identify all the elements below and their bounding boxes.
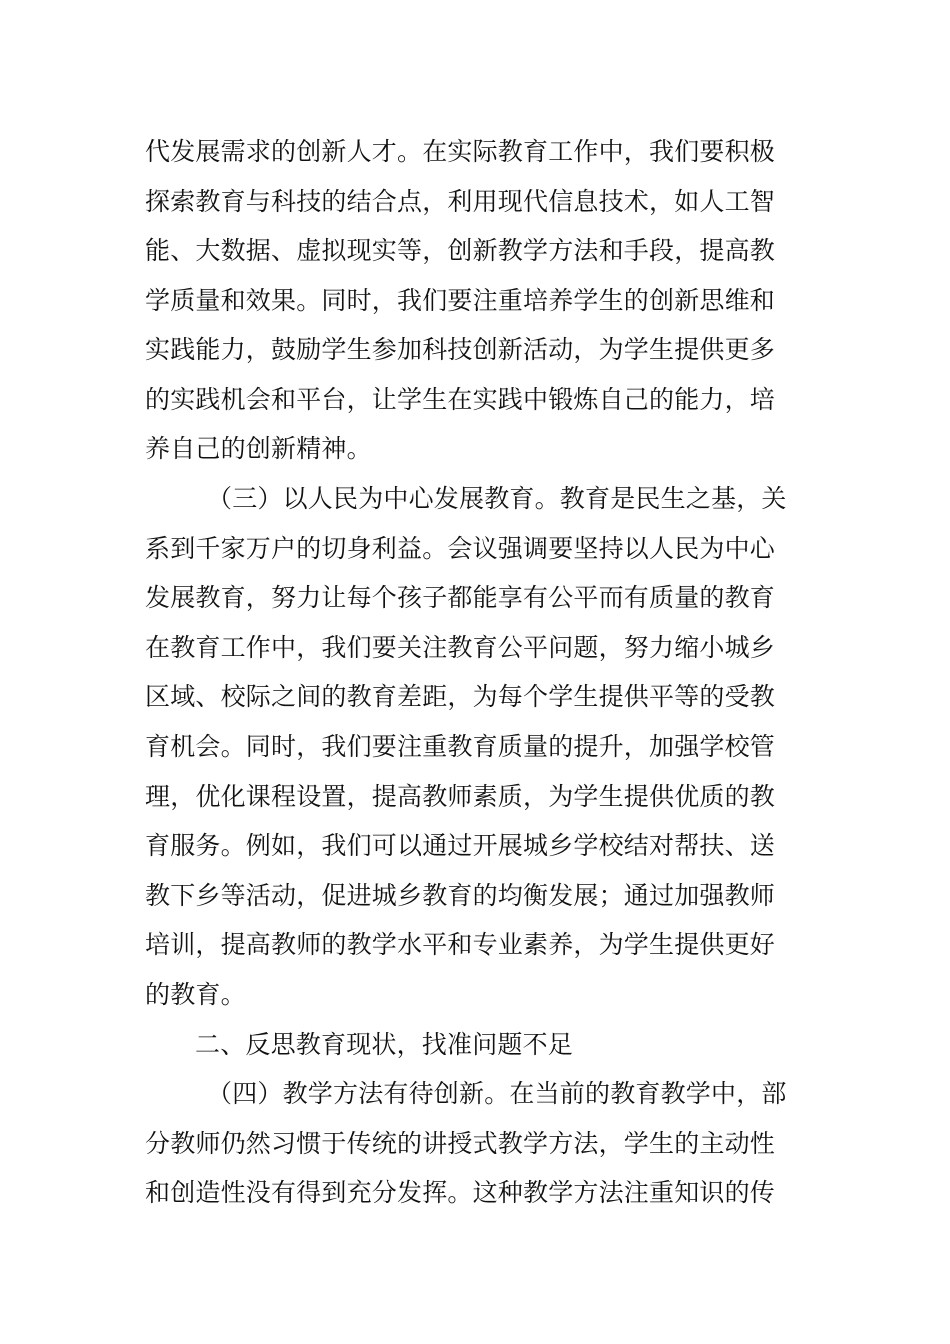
text-line: 实践能力，鼓励学生参加科技创新活动，为学生提供更多 (145, 335, 776, 364)
text-line: 发展教育，努力让每个孩子都能享有公平而有质量的教育 (145, 583, 776, 612)
text-line: 分教师仍然习惯于传统的讲授式教学方法，学生的主动性 (145, 1129, 776, 1158)
section-heading-two: 二、反思教育现状，找准问题不足 (195, 1030, 574, 1059)
text-line: 学质量和效果。同时，我们要注重培养学生的创新思维和 (145, 286, 776, 315)
text-line: 培训，提高教师的教学水平和专业素养，为学生提供更好 (145, 930, 776, 959)
text-line: 育服务。例如，我们可以通过开展城乡学校结对帮扶、送 (145, 831, 776, 860)
text-line: 养自己的创新精神。 (145, 434, 372, 463)
text-line: 系到千家万户的切身利益。会议强调要坚持以人民为中心 (145, 534, 776, 563)
text-line: 能、大数据、虚拟现实等，创新教学方法和手段，提高教 (145, 236, 776, 265)
section-heading-four: （四）教学方法有待创新。在当前的教育教学中，部 (207, 1079, 787, 1108)
text-line: 教下乡等活动，促进城乡教育的均衡发展；通过加强教师 (145, 881, 776, 910)
text-line: 理，优化课程设置，提高教师素质，为学生提供优质的教 (145, 782, 776, 811)
text-line: 和创造性没有得到充分发挥。这种教学方法注重知识的传 (145, 1178, 776, 1207)
section-heading-three: （三）以人民为中心发展教育。教育是民生之基，关 (207, 484, 787, 513)
text-line: 代发展需求的创新人才。在实际教育工作中，我们要积极 (145, 137, 776, 166)
text-line: 的实践机会和平台，让学生在实践中锻炼自己的能力，培 (145, 385, 776, 414)
text-line: 在教育工作中，我们要关注教育公平问题，努力缩小城乡 (145, 633, 776, 662)
text-line: 育机会。同时，我们要注重教育质量的提升，加强学校管 (145, 732, 776, 761)
text-line: 区域、校际之间的教育差距，为每个学生提供平等的受教 (145, 682, 776, 711)
text-line: 的教育。 (145, 980, 246, 1009)
text-line: 探索教育与科技的结合点，利用现代信息技术，如人工智 (145, 187, 776, 216)
